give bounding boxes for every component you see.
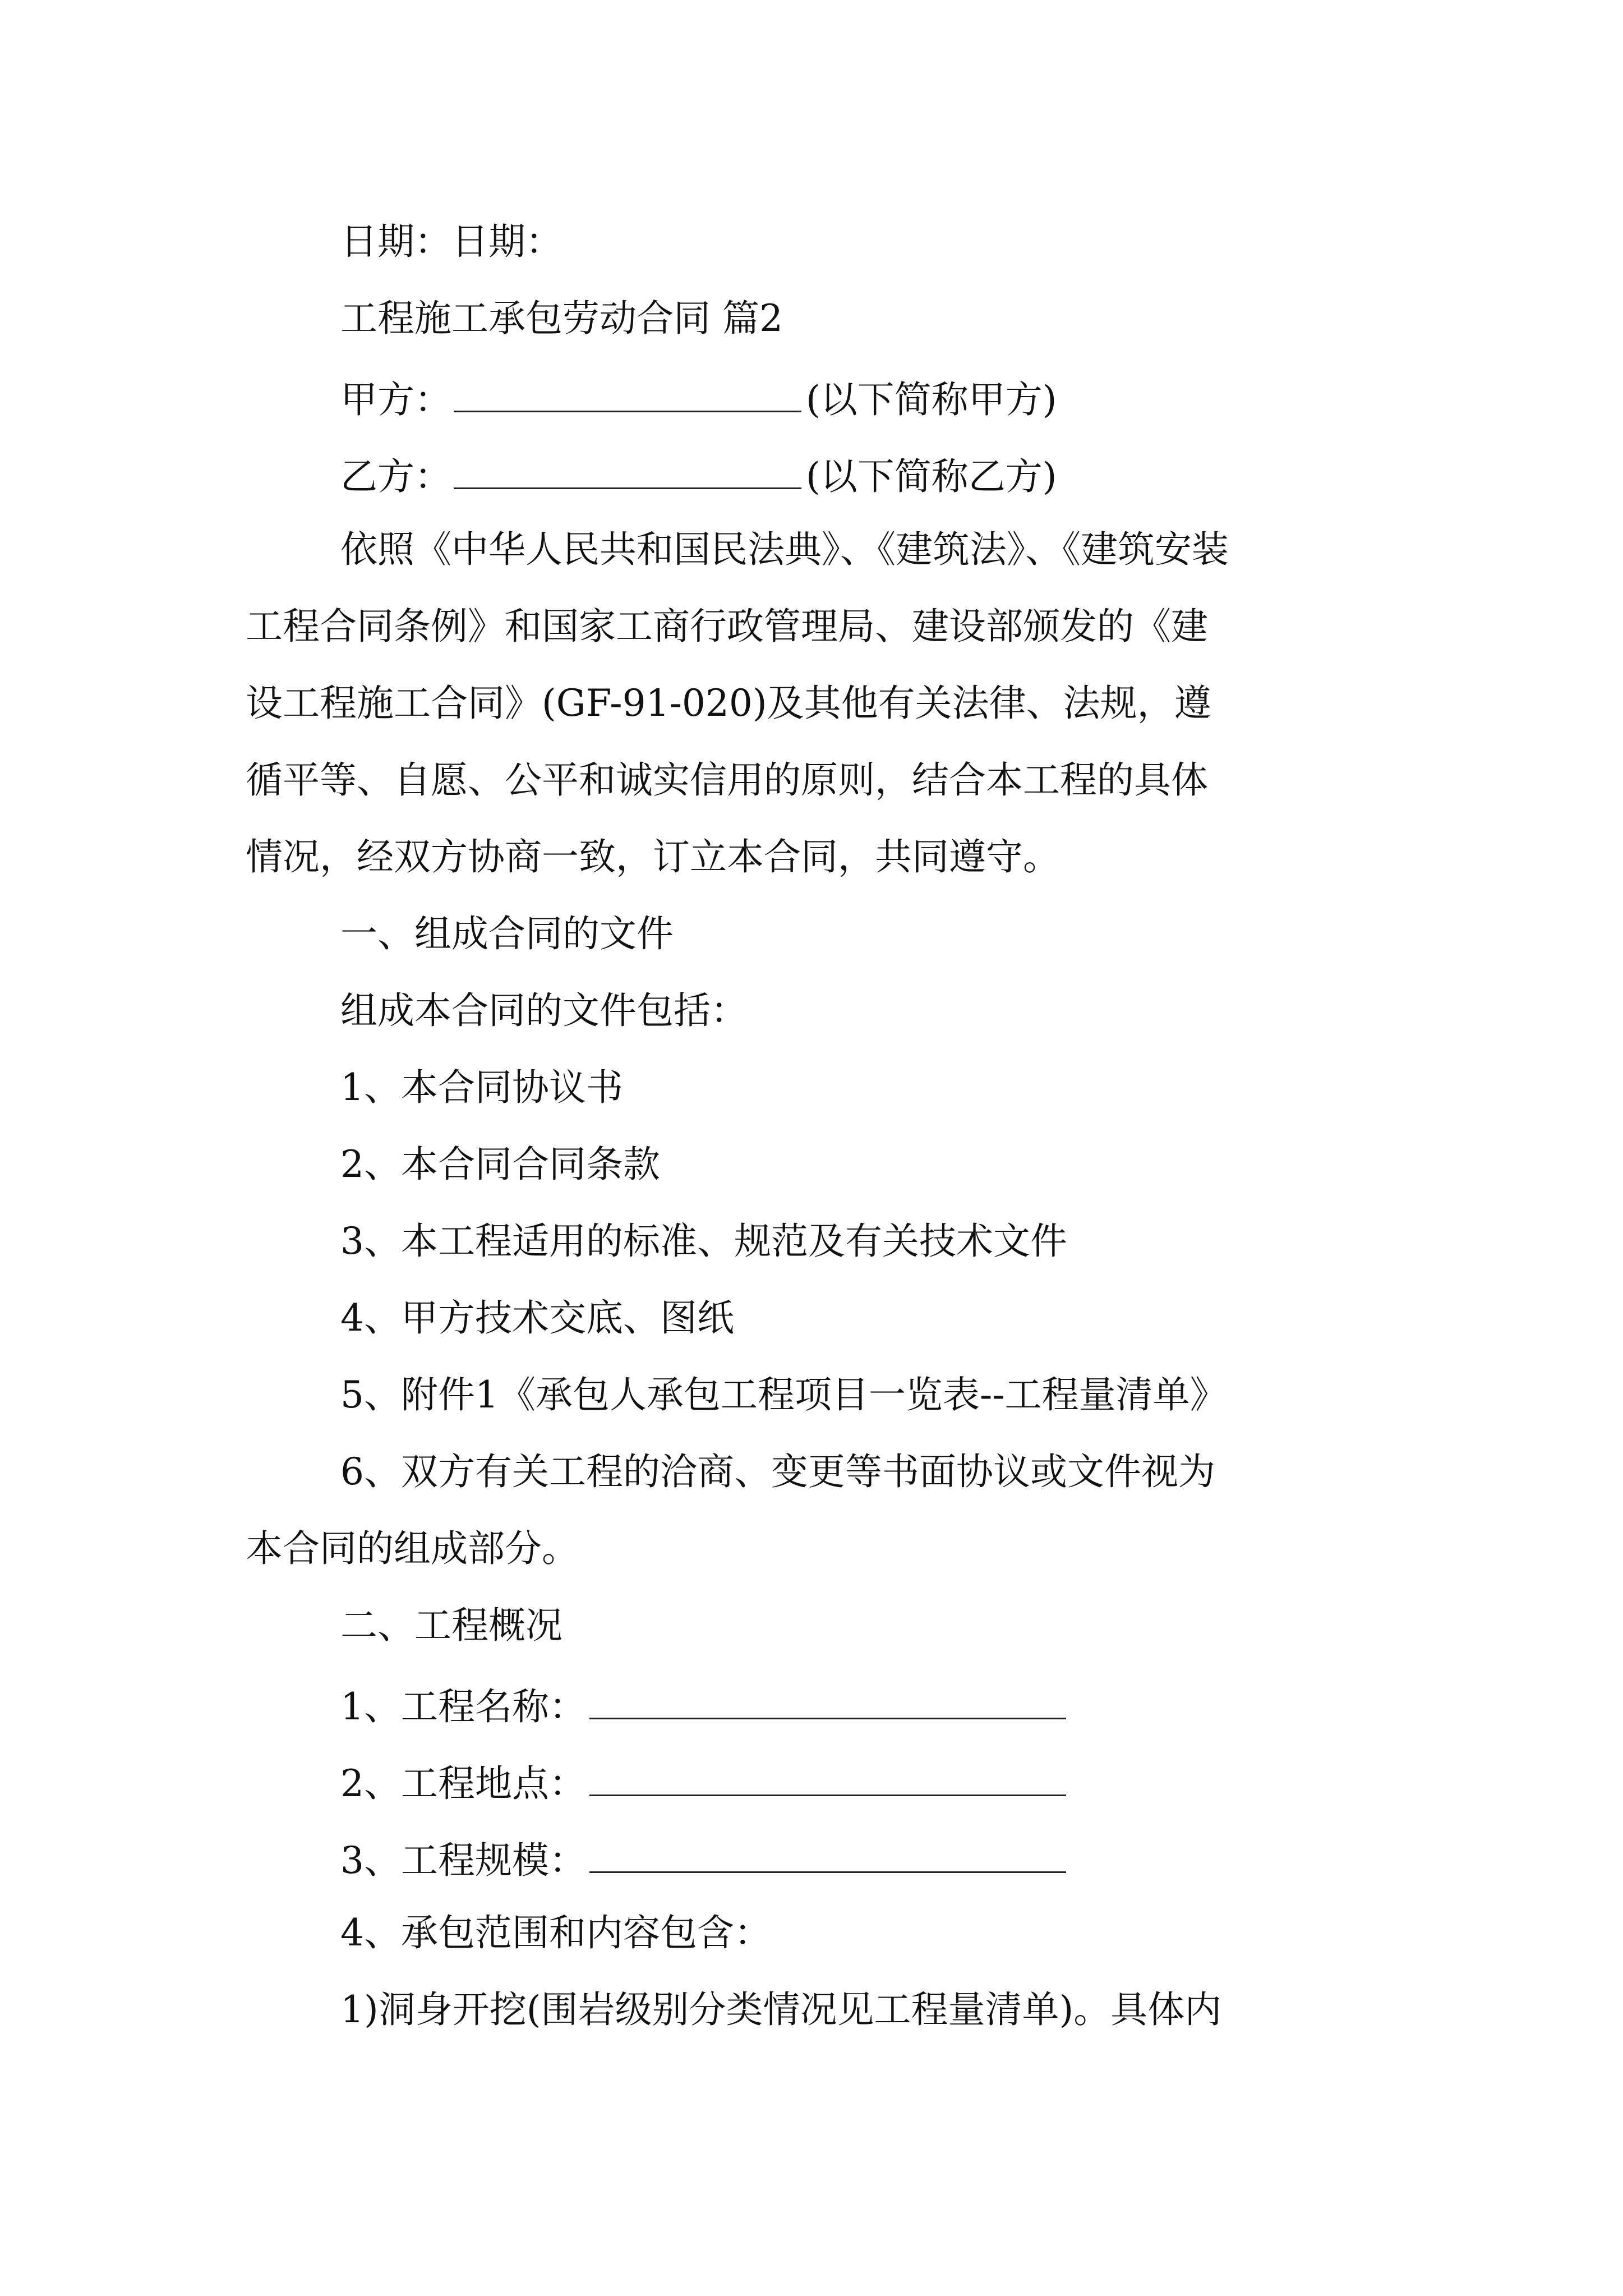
scope-title: 4、承包范围和内容包含： — [340, 1911, 771, 1954]
project-location-blank — [589, 1761, 1066, 1796]
contract-heading: 工程施工承包劳动合同 篇2 — [340, 297, 783, 340]
list-item: 2、本合同合同条款 — [340, 1143, 660, 1186]
project-name-label: 1、工程名称： — [340, 1685, 586, 1728]
list-item: 5、附件1《承包人承包工程项目一览表--工程量清单》 — [340, 1373, 1227, 1416]
field-line — [340, 1838, 1066, 1882]
project-scale-blank — [589, 1838, 1066, 1873]
preamble-line: 设工程施工合同》(GF-91-020)及其他有关法律、法规，遵 — [246, 682, 1211, 725]
date-line: 日期：日期： — [340, 220, 562, 263]
list-item: 4、甲方技术交底、图纸 — [340, 1296, 734, 1340]
list-item: 6、双方有关工程的洽商、变更等书面协议或文件视为 — [340, 1450, 1215, 1493]
field-line — [340, 1761, 1066, 1805]
field-line — [340, 1684, 1066, 1726]
party-b-label: 乙方： — [340, 455, 451, 498]
list-item: 1、本合同协议书 — [340, 1066, 623, 1109]
list-item: 3、本工程适用的标准、规范及有关技术文件 — [340, 1220, 1067, 1263]
party-a-blank — [454, 377, 801, 412]
project-name-blank — [589, 1684, 1066, 1719]
party-a-line — [340, 377, 1057, 421]
party-b-blank — [454, 454, 801, 489]
party-b-suffix: (以下简称乙方) — [806, 455, 1057, 498]
party-a-suffix: (以下简称甲方) — [806, 378, 1057, 421]
section1-intro: 组成本合同的文件包括： — [340, 989, 748, 1032]
preamble-line: 情况，经双方协商一致，订立本合同，共同遵守。 — [246, 835, 1060, 878]
party-b-line — [340, 454, 1057, 498]
project-location-label: 2、工程地点： — [340, 1762, 586, 1805]
preamble-line: 工程合同条例》和国家工商行政管理局、建设部颁发的《建 — [246, 605, 1208, 648]
party-a-label: 甲方： — [340, 378, 451, 421]
section1-title: 一、组成合同的文件 — [340, 912, 674, 955]
scope-item: 1)洞身开挖(围岩级别分类情况见工程量清单)。具体内 — [340, 1988, 1222, 2031]
preamble-line: 循平等、自愿、公平和诚实信用的原则，结合本工程的具体 — [246, 758, 1208, 802]
preamble-line: 依照《中华人民共和国民法典》、《建筑法》、《建筑安装 — [340, 528, 1229, 571]
list-item-continuation: 本合同的组成部分。 — [246, 1527, 579, 1570]
section2-title: 二、工程概况 — [340, 1604, 562, 1647]
project-scale-label: 3、工程规模： — [340, 1839, 586, 1882]
